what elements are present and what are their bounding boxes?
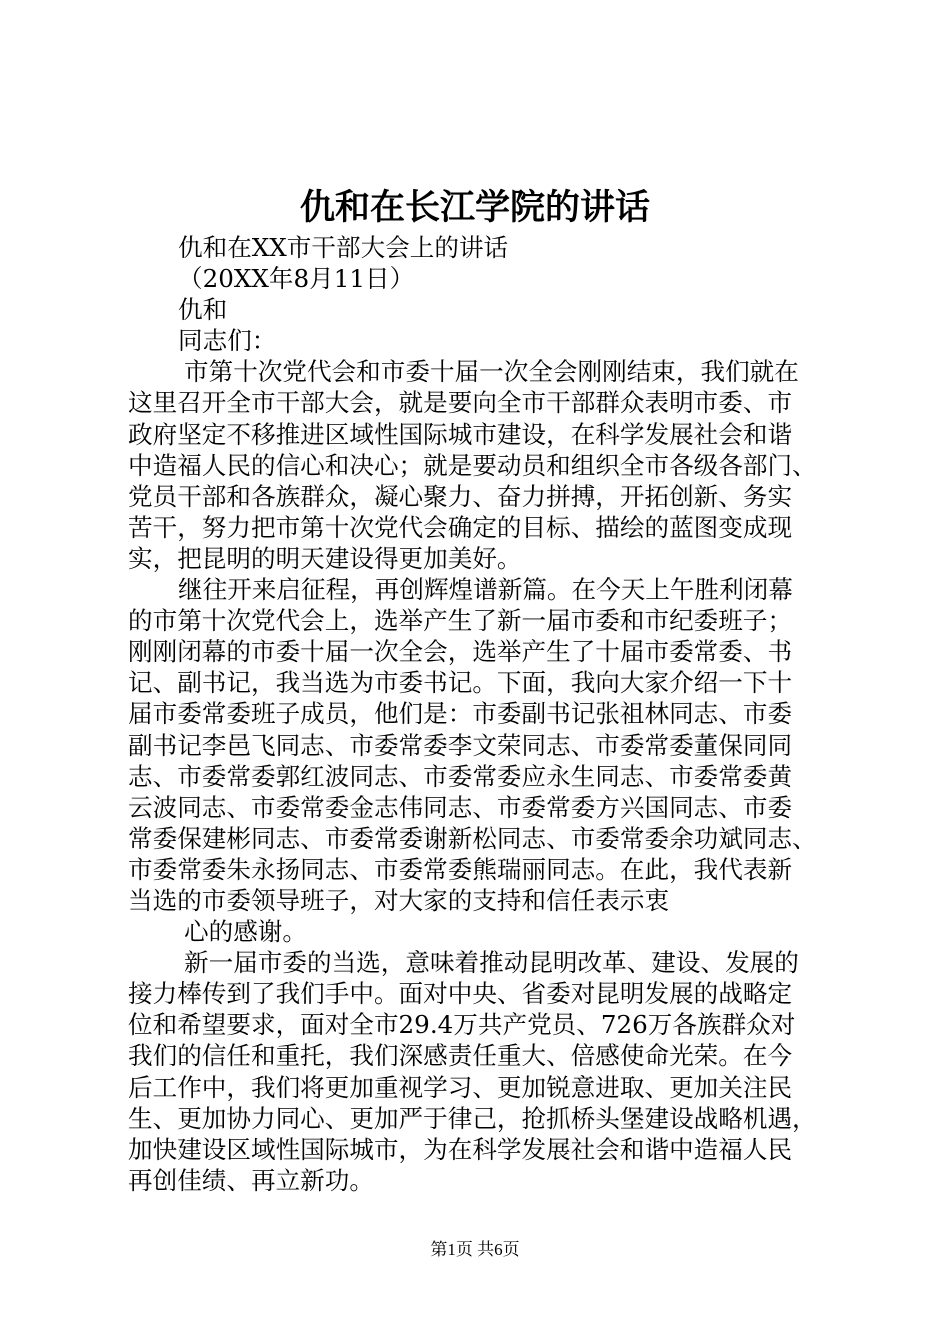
body-line: 云波同志、市委常委金志伟同志、市委常委方兴国同志、市委 xyxy=(128,792,793,822)
body-line: 刚刚闭幕的市委十届一次全会，选举产生了十届市委常委、书 xyxy=(128,637,793,667)
document-body xyxy=(128,232,840,1196)
body-line: 常委保建彬同志、市委常委谢新松同志、市委常委余功斌同志、 xyxy=(128,823,817,853)
body-line: 副书记李邑飞同志、市委常委李文荣同志、市委常委董保同同 xyxy=(128,730,793,760)
body-line: 心的感谢。 xyxy=(184,917,307,947)
body-line: 实，把昆明的明天建设得更加美好。 xyxy=(128,543,522,573)
body-line: 党员干部和各族群众，凝心聚力、奋力拼搏，开拓创新、务实 xyxy=(128,481,793,511)
body-line: 志、市委常委郭红波同志、市委常委应永生同志、市委常委黄 xyxy=(128,761,793,791)
body-line: 加快建设区域性国际城市，为在科学发展社会和谐中造福人民 xyxy=(128,1134,793,1164)
body-line: 再创佳绩、再立新功。 xyxy=(128,1165,374,1195)
body-line: 继往开来启征程，再创辉煌谱新篇。在今天上午胜利闭幕 xyxy=(178,575,793,605)
page-number: 第1页 共6页 xyxy=(430,1240,520,1259)
document-title: 仇和在长江学院的讲话 xyxy=(299,187,650,228)
speaker-name: 仇和 xyxy=(178,295,228,325)
body-line: 苦干，努力把市第十次党代会确定的目标、描绘的蓝图变成现 xyxy=(128,512,793,542)
body-line: 这里召开全市干部大会，就是要向全市干部群众表明市委、市 xyxy=(128,388,793,418)
body-line: 的市第十次党代会上，选举产生了新一届市委和市纪委班子； xyxy=(128,606,793,636)
body-line: 后工作中，我们将更加重视学习、更加锐意进取、更加关注民 xyxy=(128,1072,793,1102)
salutation: 同志们： xyxy=(178,326,277,356)
body-line: 中造福人民的信心和决心；就是要动员和组织全市各级各部门、 xyxy=(128,450,817,480)
body-line: 当选的市委领导班子，对大家的支持和信任表示衷 xyxy=(128,885,670,915)
body-line: 政府坚定不移推进区域性国际城市建设，在科学发展社会和谐 xyxy=(128,419,793,449)
body-line: 市委常委朱永扬同志、市委常委熊瑞丽同志。在此，我代表新 xyxy=(128,854,793,884)
body-line: 生、更加协力同心、更加严于律己，抢抓桥头堡建设战略机遇， xyxy=(128,1103,817,1133)
body-line: 接力棒传到了我们手中。面对中央、省委对昆明发展的战略定 xyxy=(128,979,793,1009)
body-line: 市第十次党代会和市委十届一次全会刚刚结束，我们就在 xyxy=(184,357,799,387)
body-line: 位和希望要求，面对全市29.4万共产党员、726万各族群众对 xyxy=(128,1010,796,1040)
body-line: 届市委常委班子成员，他们是：市委副书记张祖林同志、市委 xyxy=(128,699,793,729)
speech-date: （20XX年8月11日） xyxy=(178,264,415,294)
body-line: 新一届市委的当选，意味着推动昆明改革、建设、发展的 xyxy=(184,948,799,978)
speech-heading: 仇和在XX市干部大会上的讲话 xyxy=(178,233,509,262)
body-line: 我们的信任和重托，我们深感责任重大、倍感使命光荣。在今 xyxy=(128,1041,793,1071)
body-line: 记、副书记，我当选为市委书记。下面，我向大家介绍一下十 xyxy=(128,668,793,698)
